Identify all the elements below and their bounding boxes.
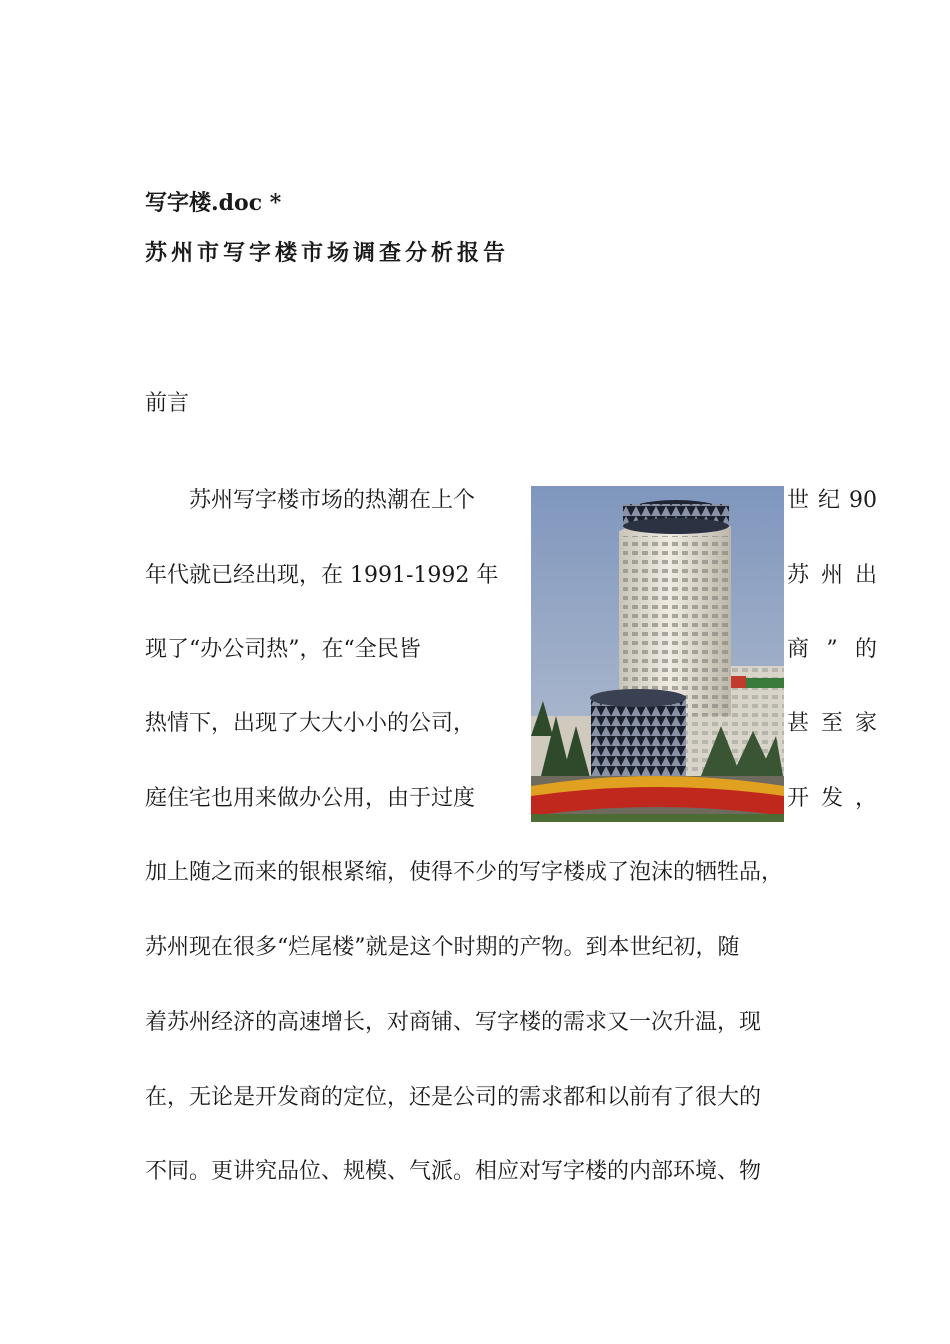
wrapped-line-4-right-char-2: 至 <box>820 711 843 736</box>
wrapped-line-3-right-char-3: 的 <box>854 637 877 662</box>
wrapped-line-4-left: 热情下，出现了大大小小的公司， <box>145 711 476 736</box>
wrapped-line-1-right-char-3: 90 <box>849 488 877 513</box>
wrapped-line-3-right-char-2: ” <box>826 637 838 662</box>
wrapped-line-3-right <box>787 635 877 665</box>
wrapped-line-2-right-char-2: 州 <box>820 563 843 588</box>
wrapped-line-5-left: 庭住宅也用来做办公用，由于过度 <box>145 786 476 811</box>
wrapped-line-2-right-char-1: 苏 <box>787 563 810 588</box>
wrapped-line-1-left: 苏州写字楼市场的热潮在上个 <box>145 488 476 513</box>
wrapped-line-1-right <box>787 486 877 516</box>
document-subtitle: 苏州市写字楼市场调查分析报告 <box>145 240 510 266</box>
paragraph-line-10: 不同。更讲究品位、规模、气派。相应对写字楼的内部环境、物 <box>145 1159 762 1184</box>
document-title: 写字楼.doc * <box>145 190 282 216</box>
wrapped-line-5-right <box>787 784 877 814</box>
office-building-photo <box>531 486 784 822</box>
wrapped-line-3-left: 现了“办公司热”，在“全民皆 <box>145 637 421 662</box>
paragraph-line-6: 加上随之而来的银根紧缩，使得不少的写字楼成了泡沫的牺牲品， <box>145 860 784 885</box>
wrapped-line-5-right-char-1: 开 <box>787 786 810 811</box>
wrapped-line-4-right <box>787 709 877 739</box>
wrapped-line-5-right-char-2: 发 <box>820 786 843 811</box>
wrapped-line-2-right <box>787 561 877 591</box>
wrapped-line-1-right-char-2: 纪 <box>818 488 841 513</box>
wrapped-line-3-right-char-1: 商 <box>787 637 810 662</box>
wrapped-line-5-right-char-3: ， <box>854 786 877 811</box>
section-heading: 前言 <box>145 391 190 416</box>
wrapped-line-1-right-char-1: 世 <box>787 488 810 513</box>
paragraph-line-7: 苏州现在很多“烂尾楼”就是这个时期的产物。到本世纪初，随 <box>145 935 740 960</box>
wrapped-line-4-right-char-3: 家 <box>854 711 877 736</box>
paragraph-line-9: 在，无论是开发商的定位，还是公司的需求都和以前有了很大的 <box>145 1085 762 1110</box>
paragraph-line-8: 着苏州经济的高速增长，对商铺、写字楼的需求又一次升温，现 <box>145 1010 762 1035</box>
wrapped-line-4-right-char-1: 甚 <box>787 711 810 736</box>
wrapped-line-2-right-char-3: 出 <box>854 563 877 588</box>
wrapped-line-2-left: 年代就已经出现，在 1991-1992 年 <box>145 563 499 588</box>
